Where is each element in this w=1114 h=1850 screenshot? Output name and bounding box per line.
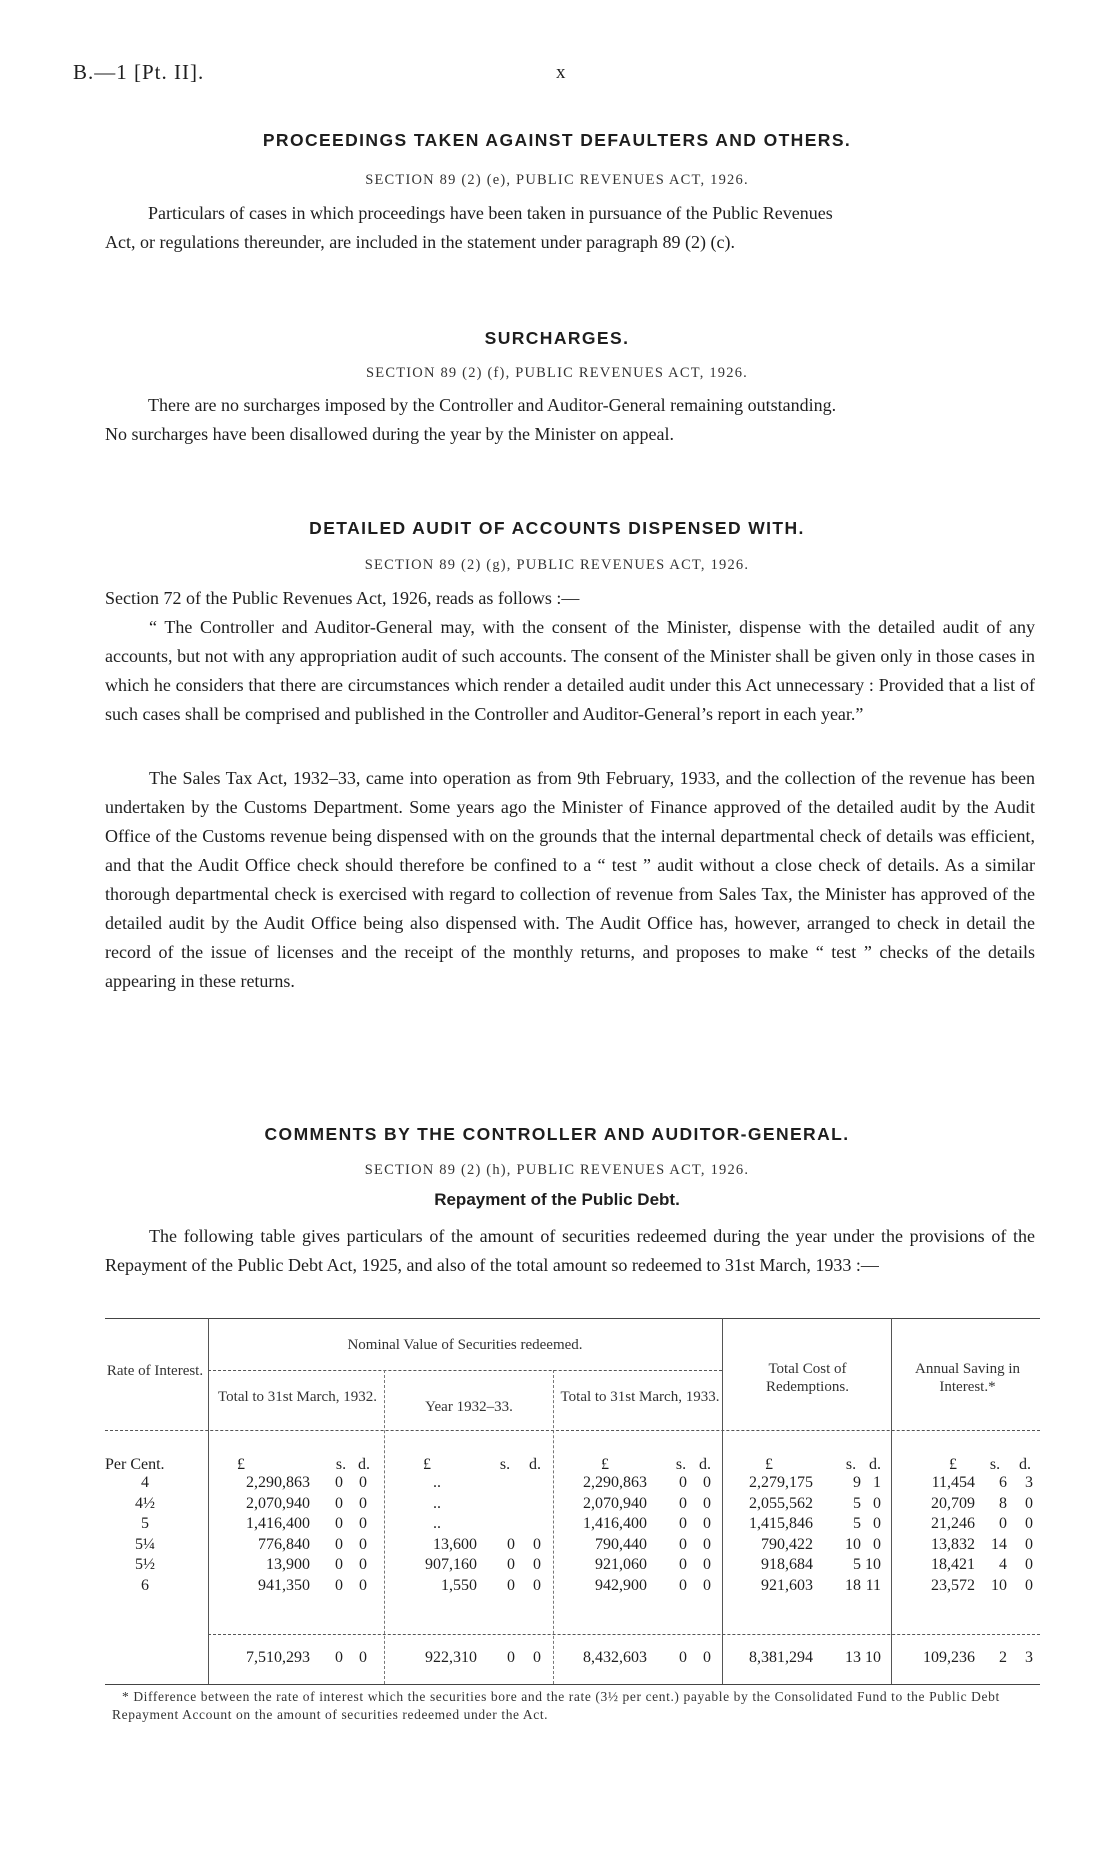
t33-shillings: 0 [679,1649,687,1666]
yr-pence: 0 [533,1576,541,1594]
nominal-group-rule [208,1370,722,1371]
saving-pence: 3 [1025,1649,1033,1666]
yr-pounds: 1,550 [441,1576,477,1594]
empty-value-marker: .. [433,1474,441,1491]
cost-pounds: 921,603 [761,1576,813,1594]
t33-pence: 0 [703,1576,711,1594]
t32-pence: 0 [359,1515,367,1532]
cost-pence: 1 [873,1474,881,1491]
yr-pounds: 922,310 [425,1649,477,1666]
yr-pounds: 13,600 [433,1535,477,1553]
saving-pence: 0 [1025,1494,1033,1512]
t32-shillings: 0 [335,1556,343,1573]
t32-pence: 0 [359,1535,367,1553]
t32-pounds: 776,840 [258,1535,310,1553]
unit-pence: d. [358,1456,370,1473]
unit-pence: d. [529,1456,541,1473]
saving-shillings: 6 [999,1474,1007,1491]
t33-pence: 0 [703,1515,711,1532]
empty-value-marker: .. [433,1515,441,1532]
t33-pence: 0 [703,1494,711,1512]
saving-pounds: 11,454 [931,1474,975,1491]
cost-shillings: 9 [853,1474,861,1491]
defaulters-heading: PROCEEDINGS TAKEN AGAINST DEFAULTERS AND OTHERS. [262,130,852,150]
saving-shillings: 2 [999,1649,1007,1666]
table-top-rule [105,1318,1040,1319]
cost-shillings: 13 [845,1649,861,1666]
saving-pounds: 13,832 [931,1535,975,1553]
unit-pound: £ [949,1456,957,1473]
cost-pence: 0 [873,1494,881,1512]
rate-cell: 4½ [135,1494,155,1512]
defaulters-line-2: Act, or regulations thereunder, are included in the statement under paragraph 89 (2) (c). [105,232,736,252]
detailed-audit-body: The Sales Tax Act, 1932–33, came into operation as from 9th February, 1933, and the collection of the revenue has been undertaken by the Customs Department. Some years ago the Minister of Finance approved of the detailed audit by the Audit Office of the Customs revenue being dispensed with on the grounds that the internal departmental check of details was efficient, and that the Audit Office check should therefore be confined to a “ test ” audit without a close check of details. As a similar thorough departmental check is exercised with regard to collection of revenue from Sales Tax, the Minister has approved of the detailed audit by the Audit Office being also dispensed with. The Audit Office has, however, arranged to check in detail the record of the issue of licenses and the receipt of the monthly returns, and proposes to make “ test ” checks of the details appearing in these returns. [105,768,1035,991]
cost-pence: 11 [865,1576,881,1594]
saving-pence: 3 [1025,1474,1033,1491]
detailed-audit-section-ref: SECTION 89 (2) (g), PUBLIC REVENUES ACT, 1926. [364,557,750,573]
header-year: Year 1932–33. [425,1399,513,1415]
t32-pounds: 2,290,863 [246,1474,310,1491]
t33-pence: 0 [703,1535,711,1553]
saving-pounds: 18,421 [931,1556,975,1573]
cost-shillings: 10 [845,1535,861,1553]
t33-pence: 0 [703,1474,711,1491]
t33-pounds: 921,060 [595,1556,647,1573]
cost-shillings: 18 [845,1576,861,1594]
defaulters-section-ref: SECTION 89 (2) (e), PUBLIC REVENUES ACT, 1926. [365,172,749,188]
cost-pounds: 918,684 [761,1556,813,1573]
saving-pounds: 20,709 [931,1494,975,1512]
cost-pounds: 1,415,846 [749,1515,813,1532]
t32-shillings: 0 [335,1576,343,1594]
unit-pence: d. [869,1456,881,1473]
unit-shilling: s. [675,1456,687,1473]
t32-shillings: 0 [335,1649,343,1666]
t33-pounds: 1,416,400 [583,1515,647,1532]
securities-table [105,1318,1040,1686]
header-bottom-rule [105,1430,1040,1431]
surcharges-line-2: No surcharges have been disallowed during the year by the Minister on appeal. [105,424,674,444]
rate-cell: 5½ [135,1556,155,1573]
cost-pence: 0 [873,1515,881,1532]
unit-pound: £ [423,1456,431,1473]
saving-shillings: 4 [999,1556,1007,1573]
detailed-audit-quote: “ The Controller and Auditor-General may, with the consent of the Minister, dispense with the detailed audit of any accounts, but not with any appropriation audit of such accounts. The consent of the Minister shall be given only in those cases in which he considers that there are circumstances which render a detailed audit under this Act unnecessary : Provided that a list of such cases shall be comprised and published in the Controller and Auditor-General’s report in each year.” [105,617,1035,724]
rate-cell: 4 [141,1474,149,1491]
t32-shillings: 0 [335,1494,343,1512]
t32-pounds: 7,510,293 [246,1649,310,1666]
surcharges-section-ref: SECTION 89 (2) (f), PUBLIC REVENUES ACT, 1926. [366,365,748,381]
empty-value-marker: .. [433,1494,441,1512]
header-total-cost: Total Cost of Redemptions. [766,1361,849,1395]
t33-pounds: 790,440 [595,1535,647,1553]
yr-pence: 0 [533,1556,541,1573]
t33-pounds: 2,290,863 [583,1474,647,1491]
unit-pence: d. [1019,1456,1031,1473]
saving-pence: 0 [1025,1556,1033,1573]
t33-shillings: 0 [679,1474,687,1491]
header-annual-saving: Annual Saving in Interest.* [915,1361,1020,1395]
yr-pounds: 907,160 [425,1556,477,1573]
surcharges-heading: SURCHARGES. [484,328,630,348]
surcharges-line-1: There are no surcharges imposed by the Controller and Auditor-General remaining outstanding. [148,395,837,415]
t33-shillings: 0 [679,1515,687,1532]
t32-pounds: 13,900 [266,1556,310,1573]
header-total-1932: Total to 31st March, 1932. [218,1389,377,1405]
t33-pounds: 2,070,940 [583,1494,647,1512]
column-divider [384,1370,385,1684]
unit-pence: d. [699,1456,711,1473]
t33-shillings: 0 [679,1576,687,1594]
cost-pounds: 790,422 [761,1535,813,1553]
header-rate: Rate of Interest. [106,1363,204,1379]
unit-pound: £ [601,1456,609,1473]
totals-rule [208,1634,1040,1635]
t32-shillings: 0 [335,1474,343,1491]
unit-pound: £ [237,1456,245,1473]
yr-shillings: 0 [507,1649,515,1666]
cost-pounds: 2,279,175 [749,1474,813,1491]
page-number: x [556,62,566,83]
cost-pence: 0 [873,1535,881,1553]
t33-pence: 0 [703,1556,711,1573]
cost-shillings: 5 [853,1515,861,1532]
saving-pence: 0 [1025,1535,1033,1553]
t32-pence: 0 [359,1649,367,1666]
unit-shilling: s. [499,1456,511,1473]
comments-section-ref: SECTION 89 (2) (h), PUBLIC REVENUES ACT, 1926. [364,1162,750,1178]
yr-shillings: 0 [507,1576,515,1594]
unit-shilling: s. [845,1456,857,1473]
saving-pence: 0 [1025,1515,1033,1532]
cost-pence: 10 [865,1556,881,1573]
yr-pence: 0 [533,1649,541,1666]
rate-cell: 5 [141,1515,149,1532]
cost-pounds: 8,381,294 [749,1649,813,1666]
unit-pound: £ [765,1456,773,1473]
t33-pounds: 8,432,603 [583,1649,647,1666]
cost-pence: 10 [865,1649,881,1666]
unit-shilling: s. [989,1456,1001,1473]
comments-subheading: Repayment of the Public Debt. [434,1190,680,1209]
yr-pence: 0 [533,1535,541,1553]
table-bottom-rule [105,1684,1040,1685]
detailed-audit-intro: Section 72 of the Public Revenues Act, 1926, reads as follows :— [105,588,580,608]
t33-shillings: 0 [679,1494,687,1512]
comments-heading: COMMENTS BY THE CONTROLLER AND AUDITOR-GENERAL. [264,1124,850,1144]
cost-shillings: 5 [853,1556,861,1573]
saving-shillings: 14 [991,1535,1007,1553]
yr-shillings: 0 [507,1535,515,1553]
unit-shilling: s. [335,1456,347,1473]
header-total-1933: Total to 31st March, 1933. [560,1389,720,1405]
t32-pence: 0 [359,1556,367,1573]
t32-pence: 0 [359,1576,367,1594]
t32-shillings: 0 [335,1515,343,1532]
detailed-audit-heading: DETAILED AUDIT OF ACCOUNTS DISPENSED WITH. [309,518,805,538]
comments-body: The following table gives particulars of the amount of securities redeemed during the year under the provisions of the Repayment of the Public Debt Act, 1925, and also of the total amount so redeemed to 31st March, 1933 :— [105,1226,1035,1275]
rate-cell: 5¼ [135,1535,155,1553]
t32-pounds: 1,416,400 [246,1515,310,1532]
t32-pounds: 941,350 [258,1576,310,1594]
table-footnote: * Difference between the rate of interest which the securities bore and the rate (3½ per cent.) payable by the Consolidated Fund to the Public Debt Repayment Account on the amount of securities redeemed under the Act. [112,1689,1000,1722]
saving-shillings: 0 [999,1515,1007,1532]
t33-pounds: 942,900 [595,1576,647,1594]
t32-pounds: 2,070,940 [246,1494,310,1512]
t33-pence: 0 [703,1649,711,1666]
t33-shillings: 0 [679,1535,687,1553]
saving-pounds: 21,246 [931,1515,975,1532]
rate-cell: 6 [141,1576,149,1594]
t33-shillings: 0 [679,1556,687,1573]
header-nominal-group: Nominal Value of Securities redeemed. [347,1337,583,1353]
cost-shillings: 5 [853,1494,861,1512]
saving-shillings: 10 [991,1576,1007,1594]
saving-pence: 0 [1025,1576,1033,1594]
saving-shillings: 8 [999,1494,1007,1512]
saving-pounds: 23,572 [931,1576,975,1594]
yr-shillings: 0 [507,1556,515,1573]
t32-shillings: 0 [335,1535,343,1553]
t32-pence: 0 [359,1474,367,1491]
defaulters-line-1: Particulars of cases in which proceedings have been taken in pursuance of the Public Revenues [148,203,833,223]
t32-pence: 0 [359,1494,367,1512]
cost-pounds: 2,055,562 [749,1494,813,1512]
rate-unit: Per Cent. [105,1456,165,1473]
saving-pounds: 109,236 [923,1649,975,1666]
document-reference: B.—1 [Pt. II]. [73,60,205,84]
